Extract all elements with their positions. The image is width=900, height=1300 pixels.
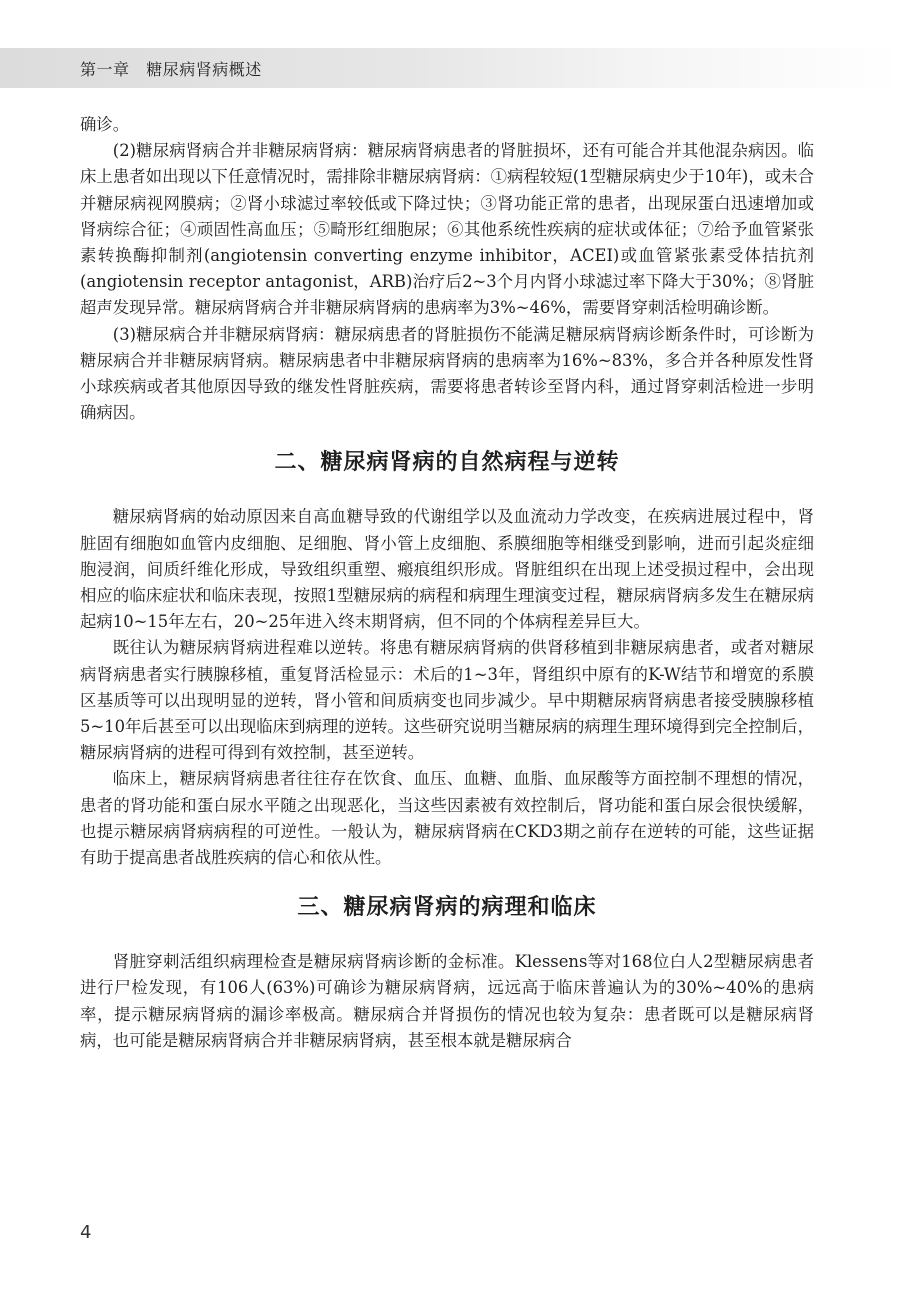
chapter-title: 糖尿病肾病概述 — [146, 60, 262, 79]
section-heading: 三、糖尿病肾病的病理和临床 — [297, 895, 597, 921]
page-body — [80, 112, 814, 1054]
paragraph: 既往认为糖尿病肾病进程难以逆转。将患有糖尿病肾病的供肾移植到非糖尿病患者，或者对糖尿病肾病患者实行胰腺移植，重复肾活检显示：术后的1~3年，肾组织中原有的K-W结节和增宽的系膜区基质等可以出现明显的逆转，肾小管和间质病变也同步减少。早中期糖尿病肾病患者接受胰腺移植5~10年后甚至可以出现临床到病理的逆转。这些研究说明当糖尿病的病理生理环境得到完全控制后，糖尿病肾病的进程可得到有效控制，甚至逆转。 — [80, 638, 814, 763]
paragraph: 糖尿病肾病的始动原因来自高血糖导致的代谢组学以及血流动力学改变，在疾病进展过程中，肾脏固有细胞如血管内皮细胞、足细胞、肾小管上皮细胞、系膜细胞等相继受到影响，进而引起炎症细胞浸润，间质纤维化形成，导致组织重塑、瘢痕组织形成。肾脏组织在出现上述受损过程中，会出现相应的临床症状和临床表现，按照1型糖尿病的病程和病理生理演变过程，糖尿病肾病多发生在糖尿病起病10~15年左右，20~25年进入终末期肾病，但不同的个体病程差异巨大。 — [80, 507, 814, 632]
paragraph: (3)糖尿病合并非糖尿病肾病：糖尿病患者的肾脏损伤不能满足糖尿病肾病诊断条件时，可诊断为糖尿病合并非糖尿病肾病。糖尿病患者中非糖尿病肾病的患病率为16%~83%，多合并各种原发性肾小球疾病或者其他原因导致的继发性肾脏疾病，需要将患者转诊至肾内科，通过肾穿刺活检进一步明确病因。 — [80, 324, 814, 423]
paragraph: 临床上，糖尿病肾病患者往往存在饮食、血压、血糖、血脂、血尿酸等方面控制不理想的情况，患者的肾功能和蛋白尿水平随之出现恶化，当这些因素被有效控制后，肾功能和蛋白尿会很快缓解，也提示糖尿病肾病病程的可逆性。一般认为，糖尿病肾病在CKD3期之前存在逆转的可能，这些证据有助于提高患者战胜疾病的信心和依从性。 — [80, 769, 814, 868]
running-header — [80, 57, 262, 80]
page-number: 4 — [80, 1222, 92, 1243]
paragraph: 确诊。 — [80, 115, 130, 134]
chapter-number: 第一章 — [80, 60, 130, 79]
section-heading: 二、糖尿病肾病的自然病程与逆转 — [274, 450, 620, 476]
paragraph: 肾脏穿刺活组织病理检查是糖尿病肾病诊断的金标准。Klessens等对168位白人2型糖尿病患者进行尸检发现，有106人(63%)可确诊为糖尿病肾病，远远高于临床普遍认为的30%~40%的患病率，提示糖尿病肾病的漏诊率极高。糖尿病合并肾损伤的情况也较为复杂：患者既可以是糖尿病肾病，也可能是糖尿病肾病合并非糖尿病肾病，甚至根本就是糖尿病合 — [80, 952, 814, 1050]
paragraph: (2)糖尿病肾病合并非糖尿病肾病：糖尿病肾病患者的肾脏损坏，还有可能合并其他混杂病因。临床上患者如出现以下任意情况时，需排除非糖尿病肾病：①病程较短(1型糖尿病史少于10年)，或未合并糖尿病视网膜病；②肾小球滤过率较低或下降过快；③肾功能正常的患者，出现尿蛋白迅速增加或肾病综合征；④顽固性高血压；⑤畸形红细胞尿；⑥其他系统性疾病的症状或体征；⑦给予血管紧张素转换酶抑制剂(angiotensin converting enzyme inhibitor，ACEI)或血管紧张素受体拮抗剂(angiotensin receptor antagonist，ARB)治疗后2~3个月内肾小球滤过率下降大于30%；⑧肾脏超声发现异常。糖尿病肾病合并非糖尿病肾病的患病率为3%~46%，需要肾穿刺活检明确诊断。 — [80, 141, 814, 318]
